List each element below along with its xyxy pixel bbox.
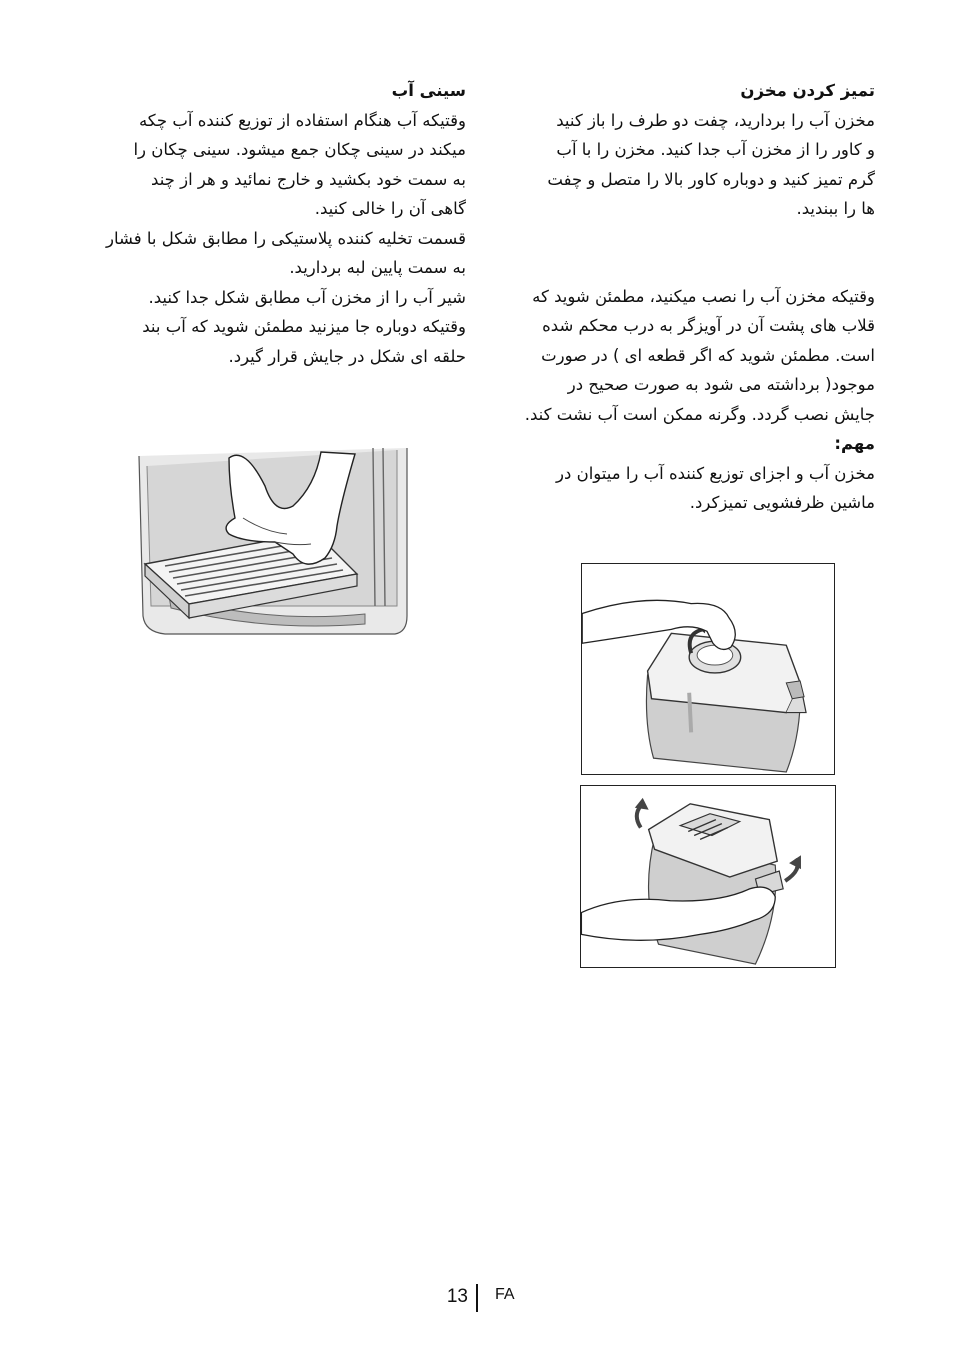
tank-tap-removal-illustration bbox=[580, 785, 836, 968]
drain-part-line: به سمت پايين لبه برداريد. bbox=[289, 258, 466, 277]
dishwasher-note-line: مخزن آب و اجزای توزيع کننده آب را ميتوان در bbox=[556, 463, 875, 483]
water-tray-line: ميکند در سينی چکان جمع ميشود. سينی چکان را bbox=[133, 140, 466, 159]
water-tray-line: گاهی آن را خالی کنيد. bbox=[314, 199, 466, 218]
tank-install-line: جايش نصب گردد. وگرنه ممکن است آب نشت کند. bbox=[524, 404, 875, 424]
tank-cleaning-line: گرم تميز کنيد و دوباره کاور بالا را متصل و چفت bbox=[547, 169, 875, 189]
water-tray-line: به سمت خود بکشيد و خارج نمائيد و هر از چند bbox=[151, 169, 466, 189]
page-footer bbox=[0, 1278, 954, 1318]
tank-install-line: قلاب های پشت آن در آويزگر به درب محکم شده bbox=[542, 316, 875, 335]
left-text-column bbox=[80, 76, 466, 371]
page-number: 13 bbox=[446, 1286, 468, 1307]
tank-install-line: وقتيکه مخزن آب را نصب ميکنيد، مطمئن شويد که bbox=[532, 286, 875, 306]
tank-cleaning-line: ها را ببنديد. bbox=[796, 199, 875, 218]
drip-tray-drawing bbox=[125, 446, 410, 638]
tank-cover-drawing bbox=[582, 564, 834, 774]
footer-divider bbox=[476, 1284, 478, 1312]
right-text-column bbox=[497, 76, 875, 518]
tank-install-line: موجود( برداشته می شود به صورت صحيح در bbox=[567, 375, 875, 394]
drain-part-line: قسمت تخليه کننده پلاستيکی را مطابق شکل با فشار bbox=[105, 228, 466, 248]
tank-cover-removal-illustration bbox=[581, 563, 835, 775]
water-tray-line: وقتيکه آب هنگام استفاده از توزيع کننده آب چکه bbox=[138, 110, 466, 130]
language-code: FA bbox=[495, 1286, 515, 1303]
tank-tap-drawing bbox=[581, 786, 835, 967]
tank-cleaning-heading: تمیز کردن مخزن bbox=[740, 81, 875, 100]
tap-removal-line: شير آب را از مخزن آب مطابق شکل جدا کنيد. bbox=[148, 287, 466, 307]
tank-cleaning-line: و کاور را از مخزن آب جدا کنيد. مخزن را با آب bbox=[556, 140, 875, 159]
dishwasher-note-line: ماشين ظرفشويی تميزکرد. bbox=[689, 493, 875, 512]
drip-tray-illustration bbox=[125, 446, 410, 638]
tank-install-line: است. مطمئن شويد که اگر قطعه ای ) در صورت bbox=[541, 345, 875, 365]
tap-removal-line: وقتيکه دوباره جا ميزنيد مطمئن شويد که آب بند bbox=[142, 317, 466, 336]
tap-removal-line: حلقه ای شکل در جايش قرار گيرد. bbox=[228, 346, 466, 366]
important-label: مهم: bbox=[834, 434, 875, 453]
water-tray-heading: سينی آب bbox=[391, 81, 466, 100]
tank-cleaning-line: مخزن آب را برداريد، چفت دو طرف را باز کنيد bbox=[556, 110, 875, 130]
